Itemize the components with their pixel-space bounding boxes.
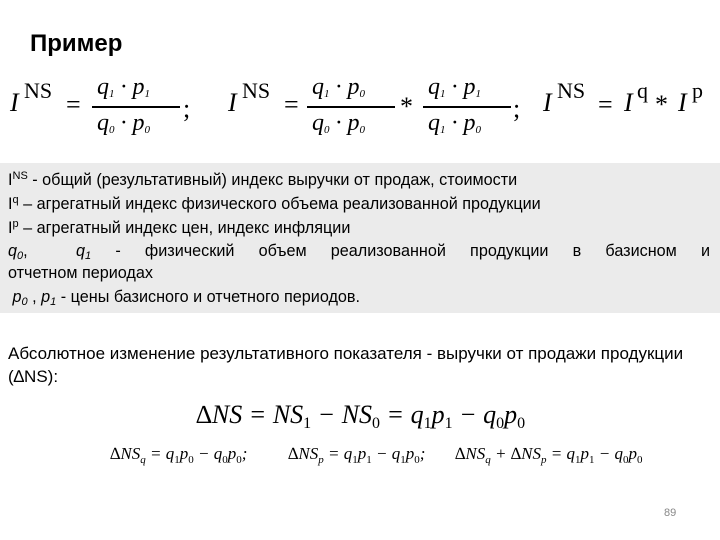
definitions-block: [0, 163, 720, 313]
definition-q-cont: отчетном периодах: [8, 264, 153, 282]
formula-delta-p: $\Delta NS_p = q_1p_1 - q_1p_0$;: [288, 444, 426, 466]
formula-delta-sum: $\Delta NS_q + \Delta NS_p = q_1p_1 - q_0p_0$: [455, 444, 643, 466]
definition-ip: $I^p$ – агрегатный индекс цен, индекс инфляции: [8, 218, 351, 237]
page-number: 89: [664, 507, 677, 519]
index-formulas: I NS = $q_1 \cdot p_1$ $q_0 \cdot p_0$ ; I NS = $q_1 \cdot p_0$ $q_0 \cdot p_0$ * $q_1 \cdot p_1$ $q_1 \cdot p_0$ ; I NS = I q * I p: [10, 74, 703, 136]
definition-p: $p_0$ , $p_1$ - цены базисного и отчетного периодов.: [12, 288, 361, 308]
absolute-change-text: Абсолютное изменение результативного показателя - выручки от продажи продукции (∆NS):: [8, 344, 684, 386]
formula-delta-main: ∆NS = NS1 − NS0 = q1p1 − q0p0: [196, 400, 526, 432]
slide-title: Пример: [30, 30, 123, 57]
definition-q: $q_0$, $q_1$ - физический объем реализованной продукции в базисном и: [8, 242, 710, 262]
definition-ins: $I^{NS}$ - общий (результативный) индекс выручки от продаж, стоимости: [8, 170, 518, 189]
formula-delta-q: $\Delta NS_q = q_1p_0 - q_0p_0$;: [110, 444, 248, 466]
definition-iq: $I^q$ – агрегатный индекс физического объема реализованной продукции: [8, 194, 541, 213]
